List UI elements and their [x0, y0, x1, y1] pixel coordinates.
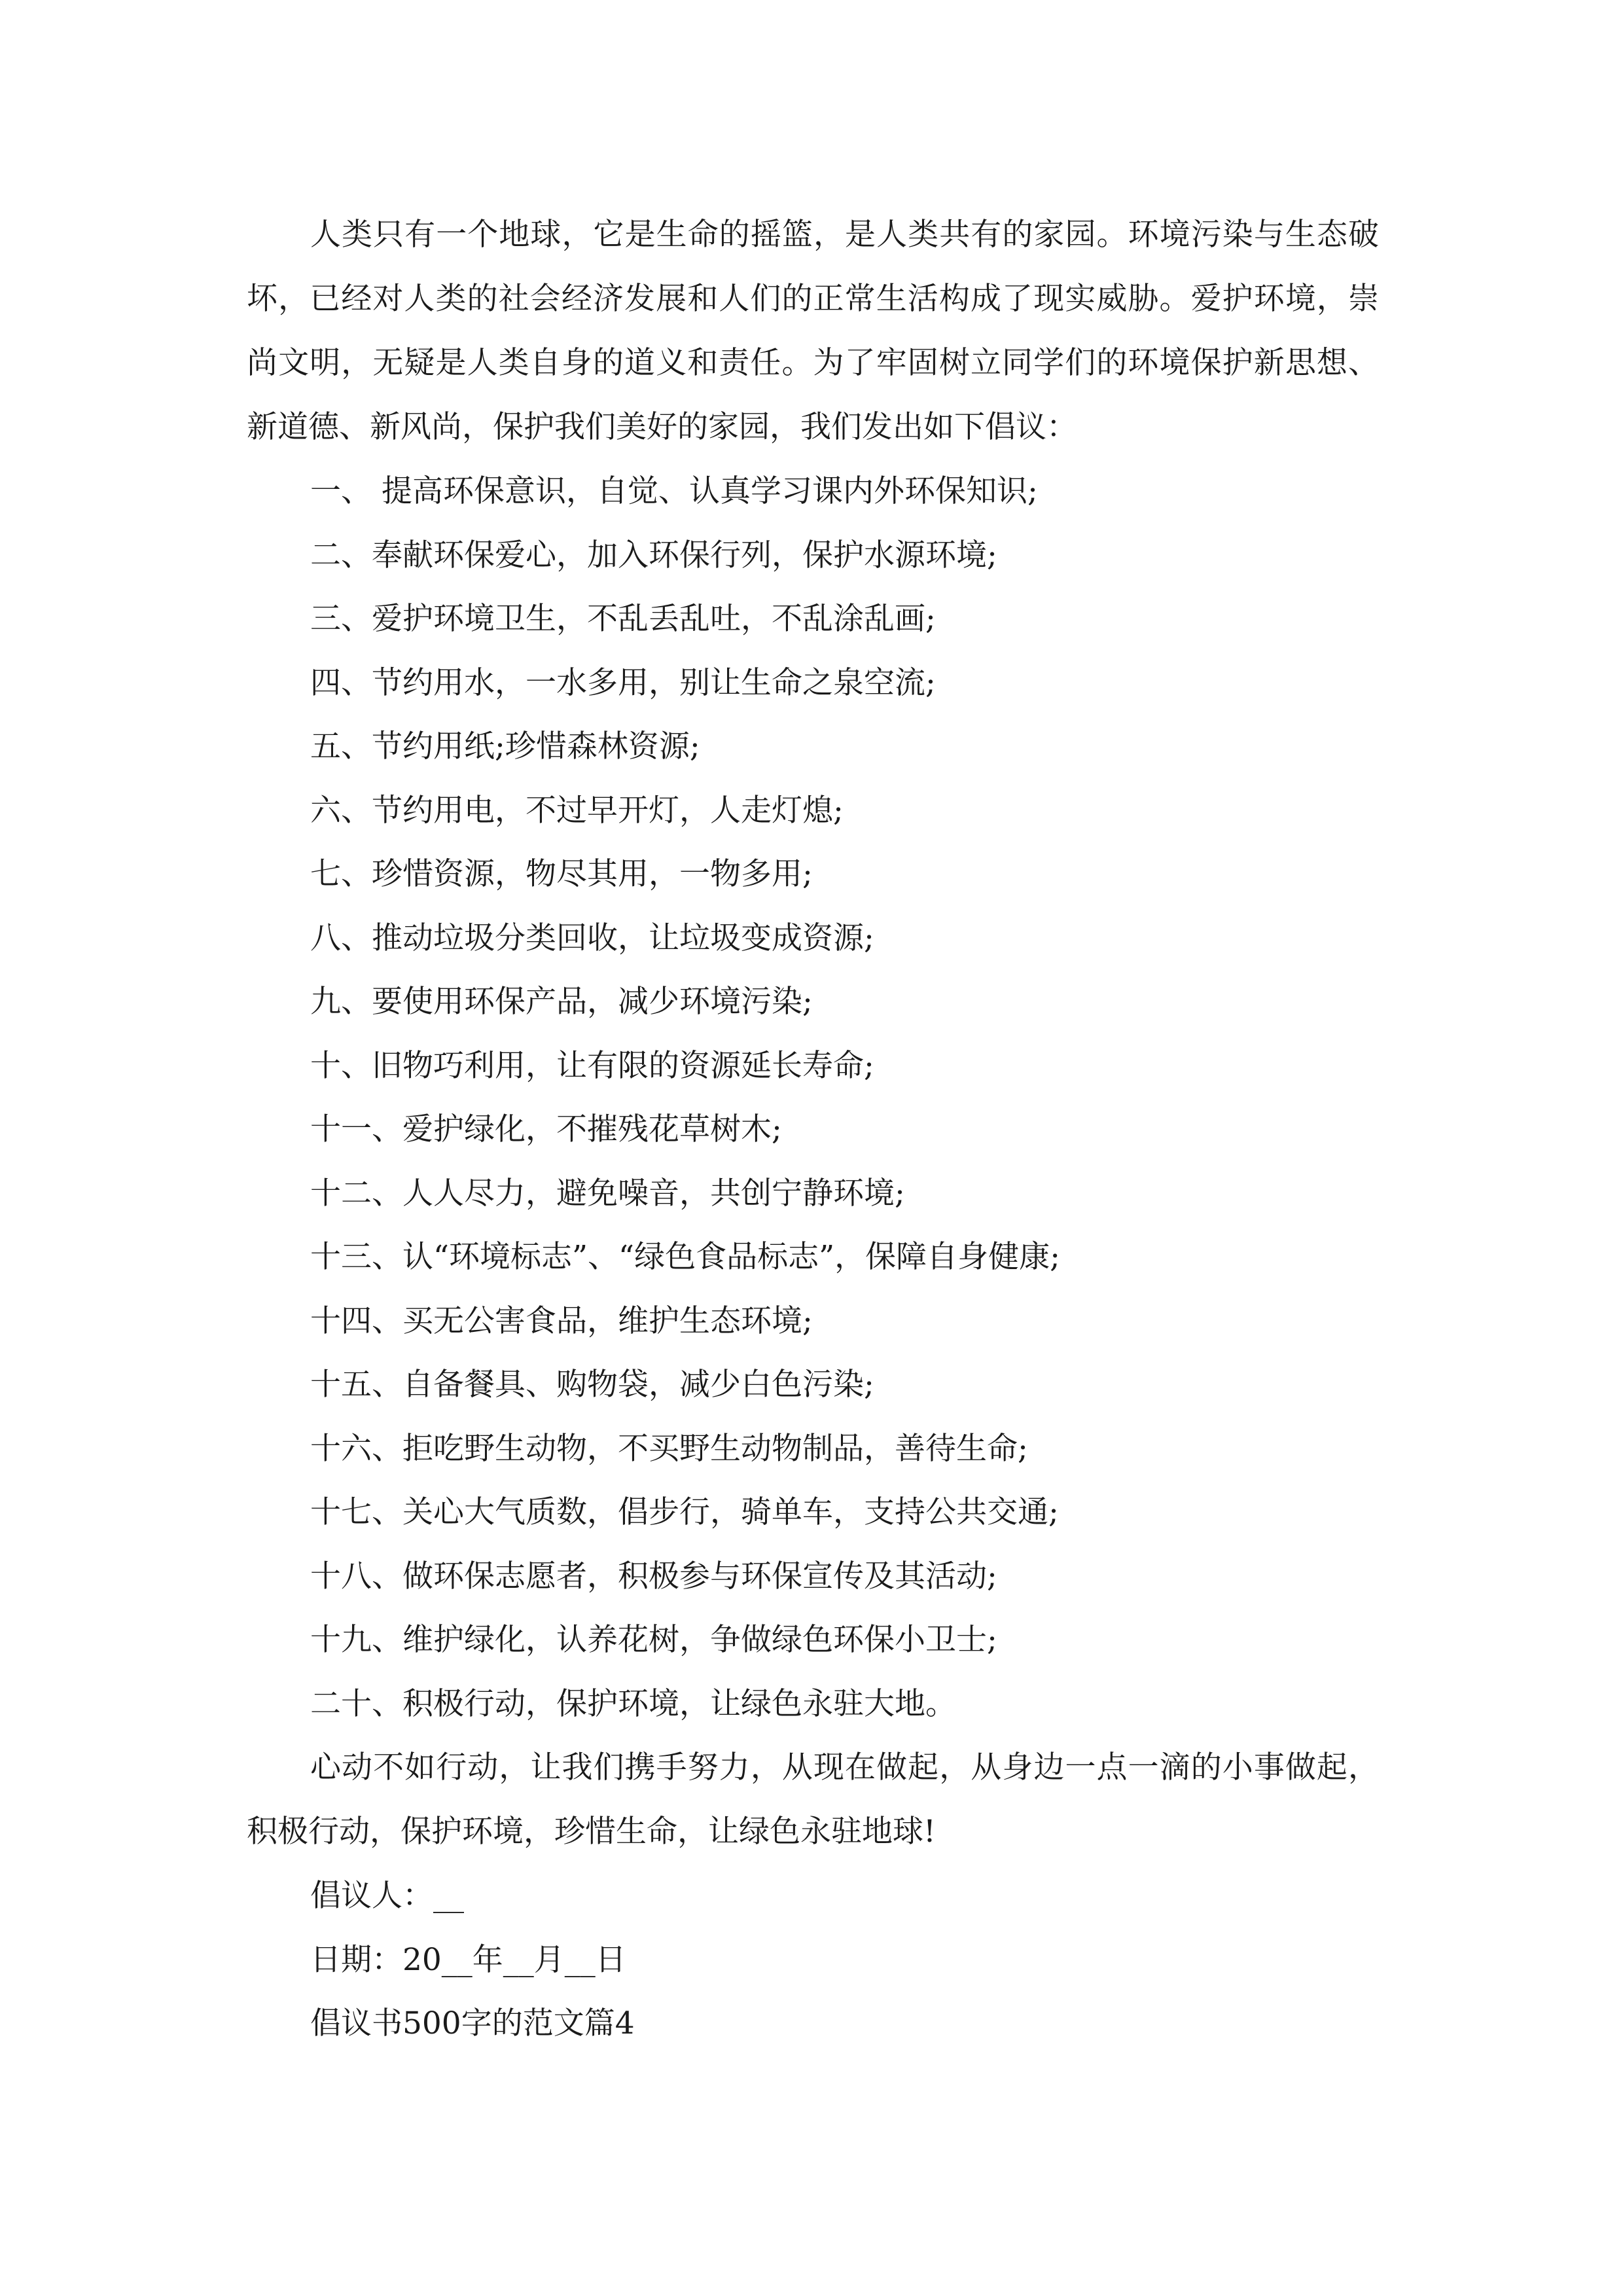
proposal-item-17: 十七、关心大气质数，倡步行，骑单车，支持公共交通;: [310, 1494, 1059, 1530]
proposal-item-18: 十八、做环保志愿者，积极参与环保宣传及其活动;: [310, 1558, 997, 1594]
proposal-item-12: 十二、人人尽力，避免噪音，共创宁静环境;: [310, 1175, 905, 1211]
proposal-item-6: 六、节约用电，不过早开灯，人走灯熄;: [310, 792, 844, 829]
proposal-item-4: 四、节约用水，一水多用，别让生命之泉空流;: [310, 664, 936, 701]
proposal-item-7: 七、珍惜资源，物尽其用，一物多用;: [310, 856, 813, 892]
proposal-item-15: 十五、自备餐具、购物袋，减少白色污染;: [310, 1367, 874, 1403]
next-section-heading: 倡议书500字的范文篇4: [310, 2005, 635, 2041]
proposal-item-8: 八、推动垃圾分类回收，让垃圾变成资源;: [310, 920, 874, 956]
date-line: 日期：20__年__月__日: [310, 1941, 626, 1978]
proposal-list: [247, 459, 1379, 1736]
proposal-item-10: 十、旧物巧利用，让有限的资源延长寿命;: [310, 1047, 874, 1084]
proposal-item-13: 十三、认“环境标志”、“绿色食品标志”，保障自身健康;: [310, 1239, 1060, 1275]
intro-paragraph: 人类只有一个地球，它是生命的摇篮，是人类共有的家园。环境污染与生态破坏，已经对人类的社会经济发展和人们的正常生活构成了现实威胁。爱护环境，崇尚文明，无疑是人类自身的道义和责任。为了牢固树立同学们的环境保护新思想、新道德、新风尚，保护我们美好的家园，我们发出如下倡议：: [247, 217, 1379, 445]
proposal-item-9: 九、要使用环保产品，减少环境污染;: [310, 984, 813, 1020]
intro-paragraph-block: [247, 203, 1379, 459]
proposal-item-1: 一、 提高环保意识，自觉、认真学习课内外环保知识;: [310, 473, 1038, 509]
closing-paragraph: 心动不如行动，让我们携手努力，从现在做起，从身边一点一滴的小事做起，积极行动，保护环境，珍惜生命，让绿色永驻地球!: [247, 1749, 1379, 1850]
signatory-line: 倡议人：__: [310, 1878, 464, 1914]
proposal-item-14: 十四、买无公害食品，维护生态环境;: [310, 1302, 813, 1339]
proposal-item-16: 十六、拒吃野生动物，不买野生动物制品，善待生命;: [310, 1430, 1028, 1467]
proposal-item-2: 二、奉献环保爱心，加入环保行列，保护水源环境;: [310, 537, 997, 573]
document-body: [247, 203, 1379, 2056]
proposal-item-5: 五、节约用纸;珍惜森林资源;: [310, 728, 700, 764]
proposal-item-3: 三、爱护环境卫生，不乱丢乱吐，不乱涂乱画;: [310, 601, 936, 637]
proposal-item-11: 十一、爱护绿化，不摧残花草树木;: [310, 1111, 782, 1147]
proposal-item-20: 二十、积极行动，保护环境，让绿色永驻大地。: [310, 1685, 956, 1722]
proposal-item-19: 十九、维护绿化，认养花树，争做绿色环保小卫士;: [310, 1622, 997, 1658]
